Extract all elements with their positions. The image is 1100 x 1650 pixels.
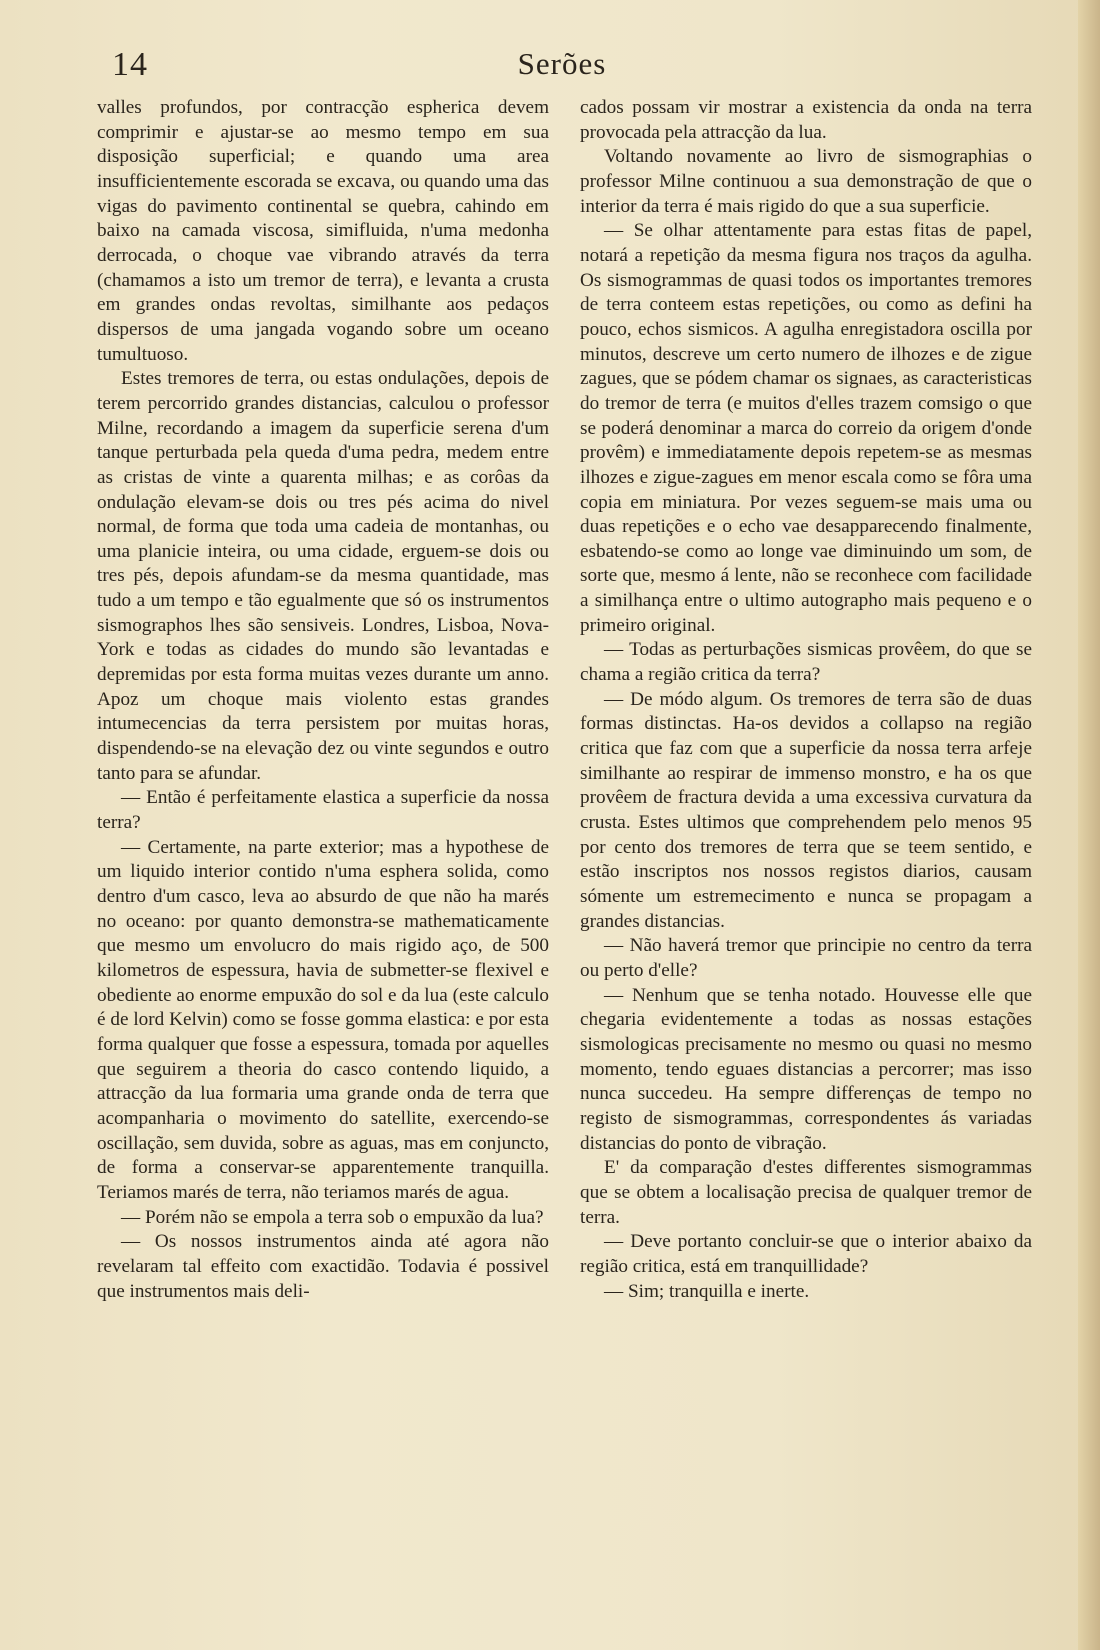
paragraph: — Os nossos instrumentos ainda até agora não revelaram tal effeito com exactidão. Todavia é possivel que instrumentos mais deli- — [97, 1231, 549, 1302]
paragraph: valles profundos, por contracção espherica devem comprimir e ajustar-se ao mesmo tempo em sua disposição superficial; e quando uma area insufficientemente escorada se excava, ou quando uma das vigas do pavimento continental se quebra, cahindo em baixo na camada viscosa, simifluida, n'uma medonha derrocada, o choque vae vibrando através da terra (chamamos a isto um tremor de terra), e levanta a crusta em grandes ondas revoltas, similhante aos pedaços dispersos de uma jangada vogando sobre um oceano tumultuoso. — [97, 97, 549, 365]
paragraph: — Não haverá tremor que principie no centro da terra ou perto d'elle? — [580, 935, 1032, 981]
page-number: 14 — [112, 46, 148, 83]
paragraph: E' da comparação d'estes differentes sismogrammas que se obtem a localisação precisa de qualquer tremor de terra. — [580, 1157, 1032, 1228]
paragraph: — De módo algum. Os tremores de terra são de duas formas distinctas. Ha-os devidos a collapso na região critica que faz com que a superficie da nossa terra arfeje similhante ao respirar de immenso monstro, e ha os que provêem de fractura devida a uma excessiva curvatura da crusta. Estes ultimos que comprehendem pelo menos 95 por cento dos tremores de terra que se teem sentido, e estão inscriptos nos nossos registos diarios, causam sómente um estremecimento e nunca se propagam a grandes distancias. — [580, 688, 1032, 932]
paragraph: — Certamente, na parte exterior; mas a hypothese de um liquido interior contido n'uma esphera solida, como dentro d'um casco, leva ao absurdo de que não ha marés no oceano: por quanto demonstra-se mathematicamente que mesmo um envolucro do mais rigido aço, de 500 kilometros de espessura, havia de submetter-se flexivel e obediente ao enorme empuxão do sol e da lua (este calculo é de lord Kelvin) como se fosse gomma elastica: e por esta forma qualquer que fosse a espessura, tomada por aquelles que seguirem a theoria do casco contendo liquido, a attracção da lua formaria uma grande onda de terra que acompanharia o movimento do satellite, exercendo-se oscillação, sem duvida, sobre as aguas, mas em conjuncto, de forma a conservar-se apparentemente tranquilla. Teriamos marés de terra, não teriamos marés de agua. — [97, 836, 549, 1203]
paragraph: — Todas as perturbações sismicas provêem, do que se chama a região critica da terra? — [580, 639, 1032, 686]
paragraph: — Porém não se empola a terra sob o empuxão da lua? — [121, 1206, 544, 1228]
page-edge — [1078, 0, 1100, 1650]
page-header — [92, 46, 1032, 96]
paragraph: Estes tremores de terra, ou estas ondulações, depois de terem percorrido grandes distancias, calculou o professor Milne, recordando a imagem da superficie serena d'um tanque perturbada pela queda d'uma pedra, medem entre as cristas de vinte a quarenta milhas; e as corôas da ondulação elevam-se dois ou tres pés acima do nivel normal, de forma que toda uma cadeia de montanhas, ou uma planicie inteira, ou uma cidade, erguem-se dois ou tres pés, depois afundam-se da mesma quantidade, mas tudo a um tempo e tão egualmente que só os instrumentos sismographos lhes são sensiveis. Londres, Lisboa, Nova-York e todas as cidades do mundo são levantadas e depremidas por esta forma muitas vezes durante um anno. Apoz um choque mais violento estas grandes intumecencias da terra persistem por muitas horas, dispendendo-se na elevação dez ou vinte segundos e outro tanto para se afundar. — [97, 368, 549, 784]
paragraph: — Nenhum que se tenha notado. Houvesse elle que chegaria evidentemente a todas as nossas estações sismologicas precisamente no mesmo ou quasi no mesmo momento, tendo eguaes distancias a percorrer; mas isso nunca succedeu. Ha sempre differenças de tempo no registo de sismogrammas, correspondentes ás variadas distancias do ponto de vibração. — [580, 984, 1032, 1154]
paragraph: — Sim; tranquilla e inerte. — [604, 1280, 810, 1302]
paragraph: cados possam vir mostrar a existencia da onda na terra provocada pela attracção da lua. — [580, 97, 1032, 143]
left-column — [97, 96, 549, 1304]
right-column — [580, 96, 1032, 1304]
paragraph: — Deve portanto concluir-se que o interior abaixo da região critica, está em tranquillidade? — [580, 1231, 1032, 1277]
paragraph: — Então é perfeitamente elastica a superficie da nossa terra? — [97, 787, 549, 834]
paragraph: Voltando novamente ao livro de sismographias o professor Milne continuou a sua demonstração de que o interior da terra é mais rigido do que a sua superficie. — [580, 146, 1032, 217]
running-title: Serões — [517, 46, 607, 81]
paragraph: — Se olhar attentamente para estas fitas de papel, notará a repetição da mesma figura nos traços da agulha. Os sismogrammas de quasi todos os importantes tremores de terra conteem estas repetições, ou como as defini ha pouco, echos sismicos. A agulha enregistadora oscilla por minutos, descreve um certo numero de ilhozes e de zigue zagues, que se pódem chamar os signaes, as caracteristicas do tremor de terra (e muitos d'elles trazem comsigo o que se poderá denominar a marca do correio da origem d'onde provêm) e immediatamente depois repetem-se as mesmas ilhozes e zigue-zagues em menor escala como se fôra uma copia em miniatura. Por vezes seguem-se mais uma ou duas repetições e o echo vae desapparecendo finalmente, esbatendo-se como ao longe vae diminuindo um som, de sorte que, mesmo á lente, não se reconhece com facilidade a similhança entre o ultimo autographo mais pequeno e o primeiro original. — [580, 220, 1032, 636]
